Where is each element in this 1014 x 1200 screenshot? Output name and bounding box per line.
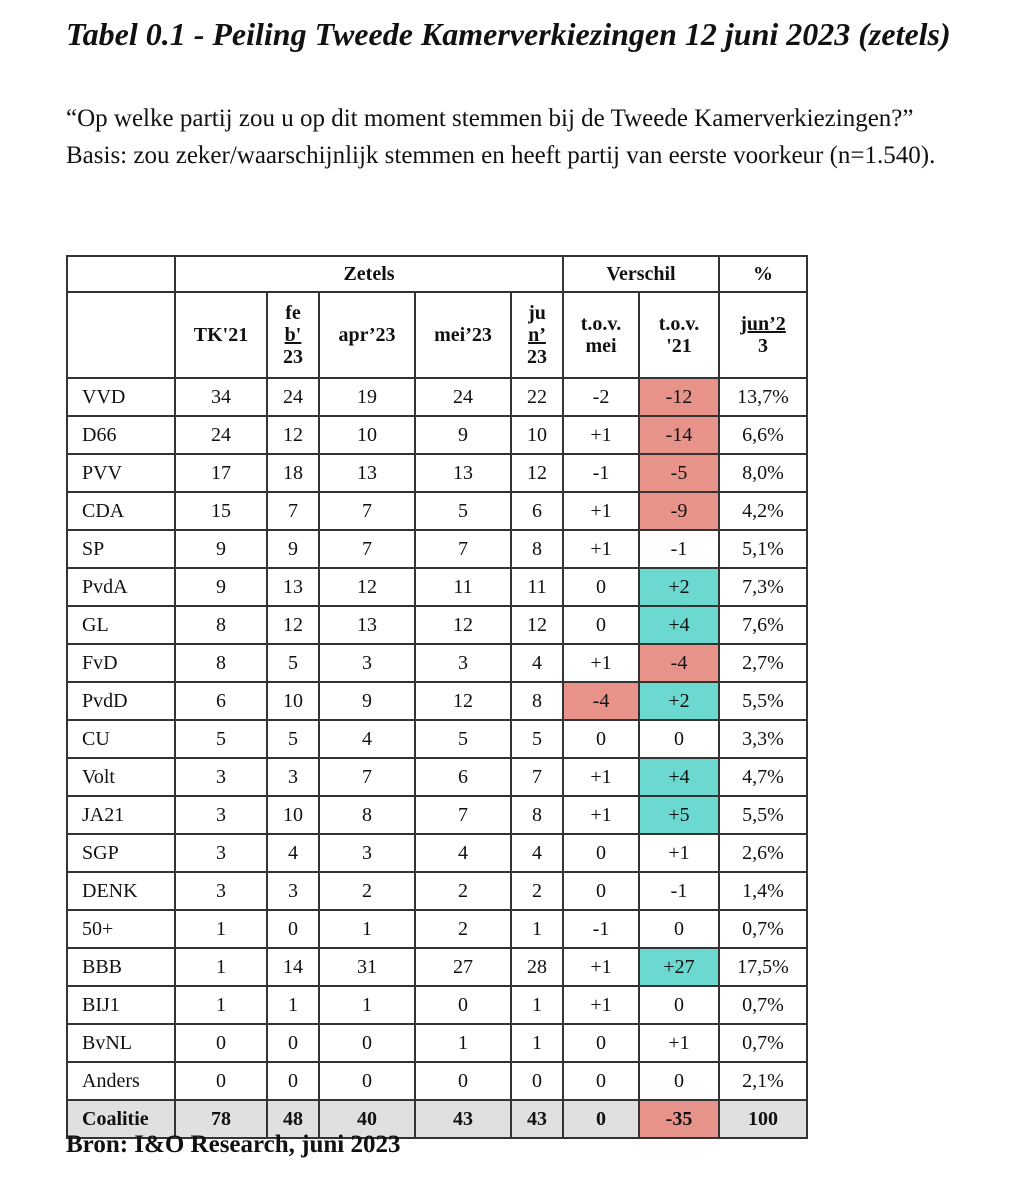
mei23-cell: 0 (415, 986, 511, 1024)
table-row (67, 720, 807, 758)
apr23-cell: 7 (319, 758, 415, 796)
apr23-cell: 7 (319, 530, 415, 568)
jun23-cell: 12 (511, 606, 563, 644)
tk21-cell: 8 (175, 606, 267, 644)
tov-mei-cell: 0 (563, 834, 639, 872)
party-name: PVV (67, 454, 175, 492)
party-name: Anders (67, 1062, 175, 1100)
apr23-cell: 4 (319, 720, 415, 758)
tk21-cell: 9 (175, 568, 267, 606)
tk21-cell: 15 (175, 492, 267, 530)
tov-21-cell: +5 (639, 796, 719, 834)
pct-cell: 3,3% (719, 720, 807, 758)
jun23-cell: 7 (511, 758, 563, 796)
feb23-cell: 7 (267, 492, 319, 530)
tov-mei-cell: +1 (563, 758, 639, 796)
tov-mei-cell: 0 (563, 720, 639, 758)
party-name: SGP (67, 834, 175, 872)
mei23-cell: 11 (415, 568, 511, 606)
tk21-cell: 3 (175, 872, 267, 910)
mei23-cell: 24 (415, 378, 511, 416)
apr23-cell: 12 (319, 568, 415, 606)
feb23-cell: 0 (267, 1024, 319, 1062)
table-row (67, 986, 807, 1024)
feb23-cell: 0 (267, 910, 319, 948)
col-feb23-line1: fe (285, 302, 301, 324)
column-header-row (67, 292, 807, 378)
table-row (67, 530, 807, 568)
tk21-cell: 0 (175, 1062, 267, 1100)
tk21-cell: 3 (175, 796, 267, 834)
tov-21-cell: -14 (639, 416, 719, 454)
pct-cell: 100 (719, 1100, 807, 1138)
table-row (67, 1024, 807, 1062)
apr23-cell: 1 (319, 986, 415, 1024)
col-pct-line1: jun’2 (740, 313, 786, 335)
jun23-cell: 1 (511, 910, 563, 948)
tk21-cell: 3 (175, 834, 267, 872)
table-intro (66, 100, 1001, 174)
mei23-cell: 4 (415, 834, 511, 872)
tov-21-cell: 0 (639, 910, 719, 948)
tk21-cell: 9 (175, 530, 267, 568)
pct-cell: 4,2% (719, 492, 807, 530)
party-name: BvNL (67, 1024, 175, 1062)
tov-21-cell: +1 (639, 1024, 719, 1062)
pct-cell: 17,5% (719, 948, 807, 986)
table-row (67, 416, 807, 454)
tk21-cell: 3 (175, 758, 267, 796)
apr23-cell: 40 (319, 1100, 415, 1138)
pct-cell: 2,6% (719, 834, 807, 872)
tov-21-cell: -12 (639, 378, 719, 416)
pct-cell: 0,7% (719, 986, 807, 1024)
table-row (67, 454, 807, 492)
jun23-cell: 12 (511, 454, 563, 492)
tk21-cell: 17 (175, 454, 267, 492)
party-name: PvdD (67, 682, 175, 720)
tov-21-cell: +1 (639, 834, 719, 872)
tk21-cell: 78 (175, 1100, 267, 1138)
mei23-cell: 7 (415, 796, 511, 834)
mei23-cell: 13 (415, 454, 511, 492)
pct-cell: 0,7% (719, 910, 807, 948)
jun23-cell: 8 (511, 530, 563, 568)
tov-mei-cell: 0 (563, 568, 639, 606)
col-tk21: TK'21 (175, 292, 267, 378)
party-name: GL (67, 606, 175, 644)
tov-21-cell: +2 (639, 568, 719, 606)
apr23-cell: 0 (319, 1024, 415, 1062)
party-name: JA21 (67, 796, 175, 834)
table-row (67, 872, 807, 910)
tov-mei-cell: 0 (563, 606, 639, 644)
tov-21-cell: -9 (639, 492, 719, 530)
apr23-cell: 19 (319, 378, 415, 416)
tov-mei-cell: +1 (563, 416, 639, 454)
survey-question: “Op welke partij zou u op dit moment stemmen bij de Tweede Kamerverkiezingen?” (66, 105, 914, 132)
party-name: CU (67, 720, 175, 758)
col-pct-jun23 (719, 292, 807, 378)
mei23-cell: 5 (415, 492, 511, 530)
table-row (67, 568, 807, 606)
jun23-cell: 2 (511, 872, 563, 910)
tov-21-cell: 0 (639, 1062, 719, 1100)
tk21-cell: 34 (175, 378, 267, 416)
tov-mei-cell: +1 (563, 796, 639, 834)
party-name: SP (67, 530, 175, 568)
feb23-cell: 5 (267, 644, 319, 682)
feb23-cell: 10 (267, 796, 319, 834)
jun23-cell: 8 (511, 796, 563, 834)
mei23-cell: 2 (415, 872, 511, 910)
col-jun23-line2: n’ (528, 324, 546, 346)
pct-cell: 7,3% (719, 568, 807, 606)
tov-mei-cell: +1 (563, 644, 639, 682)
feb23-cell: 24 (267, 378, 319, 416)
apr23-cell: 7 (319, 492, 415, 530)
pct-cell: 0,7% (719, 1024, 807, 1062)
apr23-cell: 9 (319, 682, 415, 720)
tov-21-cell: 0 (639, 720, 719, 758)
tk21-cell: 1 (175, 910, 267, 948)
apr23-cell: 0 (319, 1062, 415, 1100)
pct-cell: 5,1% (719, 530, 807, 568)
tov-21-cell: 0 (639, 986, 719, 1024)
jun23-cell: 10 (511, 416, 563, 454)
feb23-cell: 14 (267, 948, 319, 986)
apr23-cell: 10 (319, 416, 415, 454)
table-row (67, 644, 807, 682)
percent-header: % (719, 256, 807, 292)
table-title: Tabel 0.1 - Peiling Tweede Kamerverkiezingen 12 juni 2023 (zetels) (66, 16, 951, 52)
table-row (67, 378, 807, 416)
pct-cell: 6,6% (719, 416, 807, 454)
poll-table (66, 255, 808, 1139)
survey-basis: Basis: zou zeker/waarschijnlijk stemmen en heeft partij van eerste voorkeur (n=1.540). (66, 142, 936, 169)
pct-cell: 7,6% (719, 606, 807, 644)
apr23-cell: 31 (319, 948, 415, 986)
tk21-cell: 0 (175, 1024, 267, 1062)
tov-mei-cell: 0 (563, 1024, 639, 1062)
col-tov-21 (639, 292, 719, 378)
col-tov-mei (563, 292, 639, 378)
mei23-cell: 9 (415, 416, 511, 454)
tov-21-cell: +4 (639, 606, 719, 644)
col-tov-mei-line1: t.o.v. (580, 313, 622, 335)
mei23-cell: 27 (415, 948, 511, 986)
party-name: PvdA (67, 568, 175, 606)
col-jun23-line1: ju (528, 302, 546, 324)
jun23-cell: 6 (511, 492, 563, 530)
party-name: 50+ (67, 910, 175, 948)
table-row (67, 758, 807, 796)
tov-21-cell: +4 (639, 758, 719, 796)
pct-cell: 4,7% (719, 758, 807, 796)
tov-mei-cell: 0 (563, 1062, 639, 1100)
col-apr23: apr’23 (319, 292, 415, 378)
tov-21-cell: -35 (639, 1100, 719, 1138)
party-name: D66 (67, 416, 175, 454)
source-note: Bron: I&O Research, juni 2023 (66, 1131, 401, 1158)
col-pct-line2: 3 (758, 335, 768, 357)
table-row (67, 1062, 807, 1100)
table-row (67, 682, 807, 720)
mei23-cell: 3 (415, 644, 511, 682)
mei23-cell: 6 (415, 758, 511, 796)
tov-mei-cell: +1 (563, 530, 639, 568)
pct-cell: 8,0% (719, 454, 807, 492)
feb23-cell: 18 (267, 454, 319, 492)
feb23-cell: 12 (267, 416, 319, 454)
tk21-cell: 1 (175, 986, 267, 1024)
tov-mei-cell: -1 (563, 454, 639, 492)
table-row (67, 910, 807, 948)
mei23-cell: 1 (415, 1024, 511, 1062)
feb23-cell: 12 (267, 606, 319, 644)
pct-cell: 5,5% (719, 682, 807, 720)
tk21-cell: 24 (175, 416, 267, 454)
feb23-cell: 13 (267, 568, 319, 606)
verschil-header: Verschil (563, 256, 719, 292)
mei23-cell: 5 (415, 720, 511, 758)
jun23-cell: 4 (511, 834, 563, 872)
col-jun23 (511, 292, 563, 378)
pct-cell: 1,4% (719, 872, 807, 910)
party-name: CDA (67, 492, 175, 530)
tov-mei-cell: 0 (563, 872, 639, 910)
mei23-cell: 2 (415, 910, 511, 948)
tk21-cell: 6 (175, 682, 267, 720)
jun23-cell: 1 (511, 986, 563, 1024)
tov-mei-cell: -2 (563, 378, 639, 416)
party-name: FvD (67, 644, 175, 682)
col-feb23 (267, 292, 319, 378)
jun23-cell: 0 (511, 1062, 563, 1100)
feb23-cell: 3 (267, 758, 319, 796)
pct-cell: 2,7% (719, 644, 807, 682)
apr23-cell: 3 (319, 644, 415, 682)
tov-mei-cell: +1 (563, 948, 639, 986)
jun23-cell: 8 (511, 682, 563, 720)
mei23-cell: 12 (415, 606, 511, 644)
tov-21-cell: -5 (639, 454, 719, 492)
jun23-cell: 43 (511, 1100, 563, 1138)
col-mei23: mei’23 (415, 292, 511, 378)
feb23-cell: 10 (267, 682, 319, 720)
jun23-cell: 1 (511, 1024, 563, 1062)
group-header-row (67, 256, 807, 292)
tov-mei-cell: +1 (563, 986, 639, 1024)
party-header-cell (67, 292, 175, 378)
tov-mei-cell: +1 (563, 492, 639, 530)
pct-cell: 2,1% (719, 1062, 807, 1100)
tov-21-cell: -4 (639, 644, 719, 682)
table-row (67, 948, 807, 986)
poll-table-body (67, 256, 807, 1138)
mei23-cell: 43 (415, 1100, 511, 1138)
jun23-cell: 4 (511, 644, 563, 682)
corner-cell (67, 256, 175, 292)
apr23-cell: 2 (319, 872, 415, 910)
feb23-cell: 0 (267, 1062, 319, 1100)
party-name: BBB (67, 948, 175, 986)
table-row (67, 492, 807, 530)
feb23-cell: 48 (267, 1100, 319, 1138)
col-tov-21-line1: t.o.v. (658, 313, 700, 335)
feb23-cell: 1 (267, 986, 319, 1024)
tk21-cell: 5 (175, 720, 267, 758)
mei23-cell: 0 (415, 1062, 511, 1100)
tov-21-cell: -1 (639, 530, 719, 568)
feb23-cell: 5 (267, 720, 319, 758)
tk21-cell: 1 (175, 948, 267, 986)
tk21-cell: 8 (175, 644, 267, 682)
tov-mei-cell: 0 (563, 1100, 639, 1138)
apr23-cell: 8 (319, 796, 415, 834)
apr23-cell: 1 (319, 910, 415, 948)
apr23-cell: 3 (319, 834, 415, 872)
tov-21-cell: +2 (639, 682, 719, 720)
party-name: Volt (67, 758, 175, 796)
party-name: VVD (67, 378, 175, 416)
tov-mei-cell: -4 (563, 682, 639, 720)
col-feb23-line3: 23 (283, 346, 303, 368)
tov-mei-cell: -1 (563, 910, 639, 948)
apr23-cell: 13 (319, 454, 415, 492)
jun23-cell: 5 (511, 720, 563, 758)
jun23-cell: 11 (511, 568, 563, 606)
jun23-cell: 22 (511, 378, 563, 416)
table-row (67, 834, 807, 872)
feb23-cell: 9 (267, 530, 319, 568)
party-name: BIJ1 (67, 986, 175, 1024)
tov-21-cell: -1 (639, 872, 719, 910)
tov-21-cell: +27 (639, 948, 719, 986)
feb23-cell: 4 (267, 834, 319, 872)
zetels-header: Zetels (175, 256, 563, 292)
pct-cell: 5,5% (719, 796, 807, 834)
feb23-cell: 3 (267, 872, 319, 910)
col-feb23-line2: b' (284, 324, 302, 346)
pct-cell: 13,7% (719, 378, 807, 416)
table-row (67, 606, 807, 644)
col-tov-mei-line2: mei (585, 335, 617, 357)
mei23-cell: 12 (415, 682, 511, 720)
party-name: Coalitie (67, 1100, 175, 1138)
mei23-cell: 7 (415, 530, 511, 568)
apr23-cell: 13 (319, 606, 415, 644)
col-jun23-line3: 23 (527, 346, 547, 368)
party-name: DENK (67, 872, 175, 910)
jun23-cell: 28 (511, 948, 563, 986)
col-tov-21-line2: '21 (666, 335, 692, 357)
table-row (67, 796, 807, 834)
